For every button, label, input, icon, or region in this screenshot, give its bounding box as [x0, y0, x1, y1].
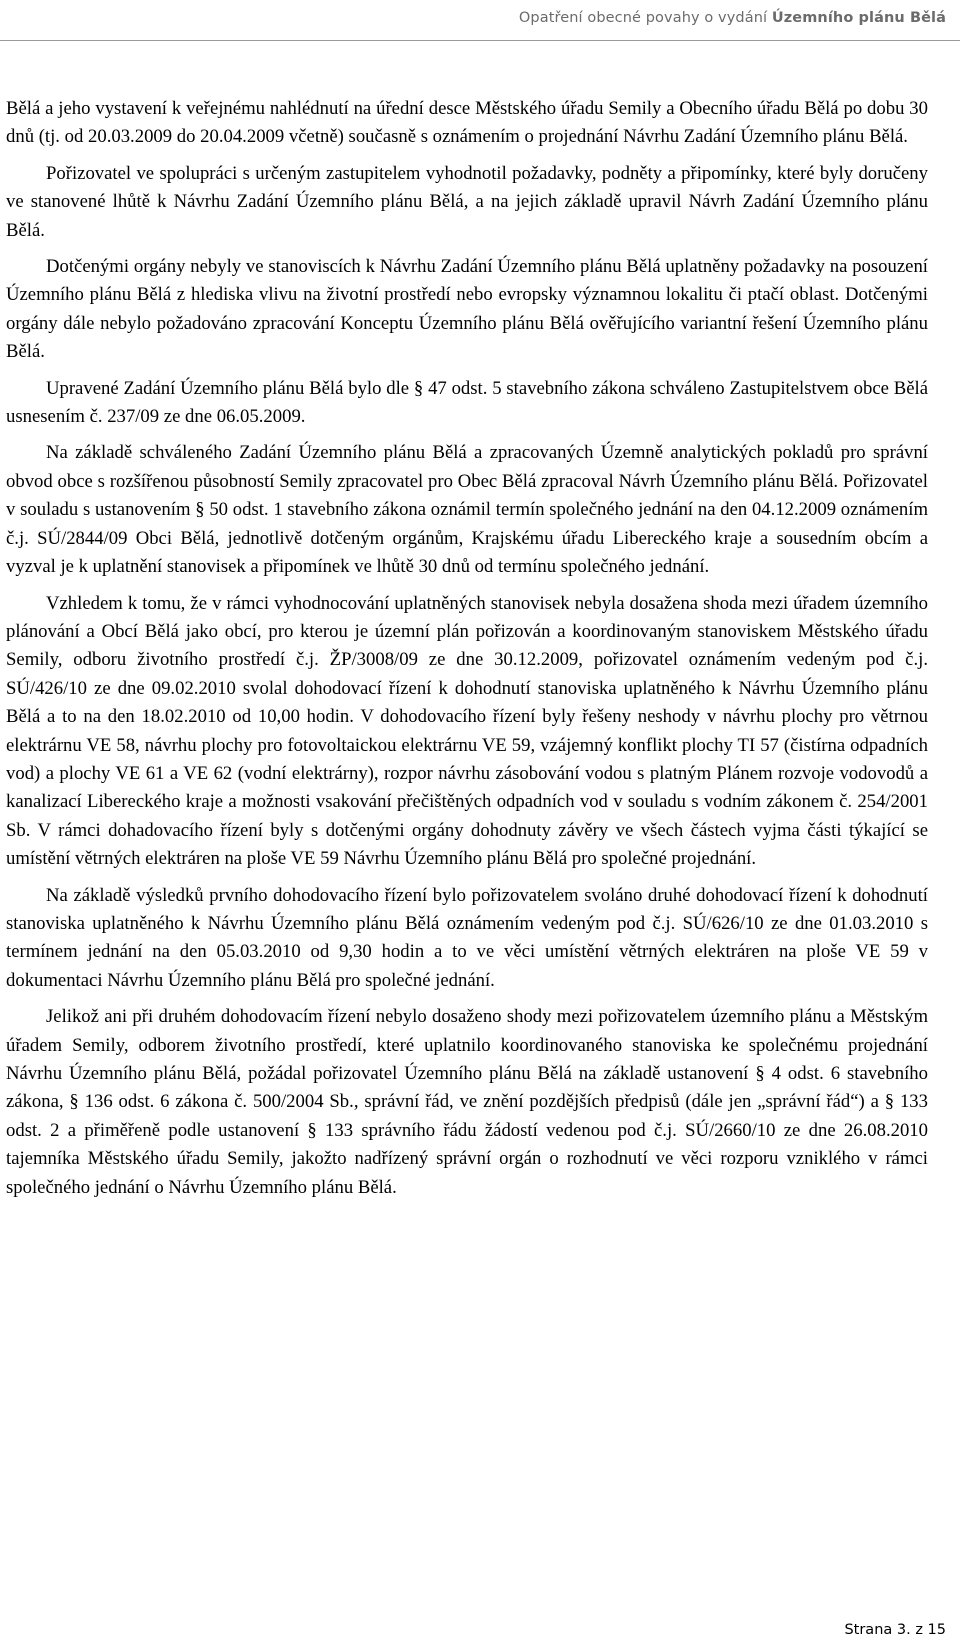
- paragraph: Na základě schváleného Zadání Územního plánu Bělá a zpracovaných Územně analytických pokladů pro správní obvod obce s rozšířenou působností Semily zpracovatel pro Obec Bělá zpracoval Návrh Územního plánu Bělá. Pořizovatel v souladu s ustanovením § 50 odst. 1 stavebního zákona oznámil termín společného jednání na den 04.12.2009 oznámením č.j. SÚ/2844/09 Obci Bělá, jednotlivě dotčeným orgánům, Krajskému úřadu Libereckého kraje a sousedním obcím a vyzval je k uplatnění stanovisek a připomínek ve lhůtě 30 dnů od termínu společného jednání.: [6, 442, 928, 578]
- page-number: Strana 3. z 15: [844, 1622, 946, 1638]
- paragraph: Pořizovatel ve spolupráci s určeným zastupitelem vyhodnotil požadavky, podněty a připomínky, které byly doručeny ve stanovené lhůtě k Návrhu Zadání Územního plánu Bělá, a na jejich základě upravil Návrh Zadání Územního plánu Bělá.: [6, 162, 928, 241]
- document-body: [6, 95, 928, 1210]
- running-header-title: Územního plánu Bělá: [771, 10, 946, 26]
- paragraph-continuation: Bělá a jeho vystavení k veřejnému nahlédnutí na úřední desce Městského úřadu Semily a Obecního úřadu Bělá po dobu 30 dnů (tj. od 20.03.2009 do 20.04.2009 včetně) současně s oznámením o projednání Návrhu Zadání Územního plánu Bělá.: [6, 98, 928, 148]
- header-divider: [0, 40, 960, 41]
- paragraph: Vzhledem k tomu, že v rámci vyhodnocování uplatněných stanovisek nebyla dosažena shoda mezi úřadem územního plánování a Obcí Bělá jako obcí, pro kterou je územní plán pořizován a koordinovaným stanoviskem Městského úřadu Semily, odboru životního prostředí č.j. ŽP/3008/09 ze dne 30.12.2009, pořizovatel oznámením vedeným pod č.j. SÚ/426/10 ze dne 09.02.2010 svolal dohodovací řízení k dohodnutí stanoviska uplatněného k Návrhu Územního plánu Bělá a to na den 18.02.2010 od 10,00 hodin. V dohodovacího řízení byly řešeny neshody v návrhu plochy pro větrnou elektrárnu VE 58, návrhu plochy pro fotovoltaickou elektrárnu VE 59, vzájemný konflikt plochy TI 57 (čistírna odpadních vod) a plochy VE 61 a VE 62 (vodní elektrárny), rozpor návrhu zásobování vodou s platným Plánem rozvoje vodovodů a kanalizací Libereckého kraje a možnosti vsakování přečištěných odpadních vod v souladu s vodním zákonem č. 254/2001 Sb. V rámci dohadovacího řízení byly s dotčenými orgány dohodnuty závěry ve všech částech vyjma části týkající se umístění větrných elektráren na ploše VE 59 Návrhu Územního plánu Bělá pro společné projednání.: [6, 592, 928, 870]
- paragraph: Dotčenými orgány nebyly ve stanoviscích k Návrhu Zadání Územního plánu Bělá uplatněny požadavky na posouzení Územního plánu Bělá z hlediska vlivu na životní prostředí nebo evropsky významnou lokalitu či ptačí oblast. Dotčenými orgány dále nebylo požadováno zpracování Konceptu Územního plánu Bělá ověřujícího variantní řešení Územního plánu Bělá.: [6, 256, 928, 363]
- running-header: [519, 10, 946, 26]
- paragraph: Upravené Zadání Územního plánu Bělá bylo dle § 47 odst. 5 stavebního zákona schváleno Zastupitelstvem obce Bělá usnesením č. 237/09 ze dne 06.05.2009.: [6, 377, 928, 428]
- paragraph: Na základě výsledků prvního dohodovacího řízení bylo pořizovatelem svoláno druhé dohodovací řízení k dohodnutí stanoviska uplatněného k Návrhu Územního plánu Bělá oznámením vedeným pod č.j. SÚ/626/10 ze dne 01.03.2010 s termínem jednání na den 05.03.2010 od 9,30 hodin a to ve věci umístění větrných elektráren na ploše VE 59 v dokumentaci Návrhu Územního plánu Bělá pro společné jednání.: [6, 884, 928, 991]
- running-header-prefix: Opatření obecné povahy o vydání: [518, 10, 772, 26]
- paragraph: Jelikož ani při druhém dohodovacím řízení nebylo dosaženo shody mezi pořizovatelem územního plánu a Městským úřadem Semily, odborem životního prostředí, které uplatnilo koordinovaného stanoviska ke společnému projednání Návrhu Územního plánu Bělá, požádal pořizovatel Územního plánu Bělá na základě ustanovení § 4 odst. 6 stavebního zákona, § 136 odst. 6 zákona č. 500/2004 Sb., správní řád, ve znění pozdějších předpisů (dále jen „správní řád“) a § 133 odst. 2 a přiměřeně podle ustanovení § 133 správního řádu žádostí vedenou pod č.j. SÚ/2660/10 ze dne 26.08.2010 tajemníka Městského úřadu Semily, jakožto nadřízený správní orgán o rozhodnutí ve věci rozporu vzniklého v rámci společného jednání o Návrhu Územního plánu Bělá.: [6, 1006, 928, 1198]
